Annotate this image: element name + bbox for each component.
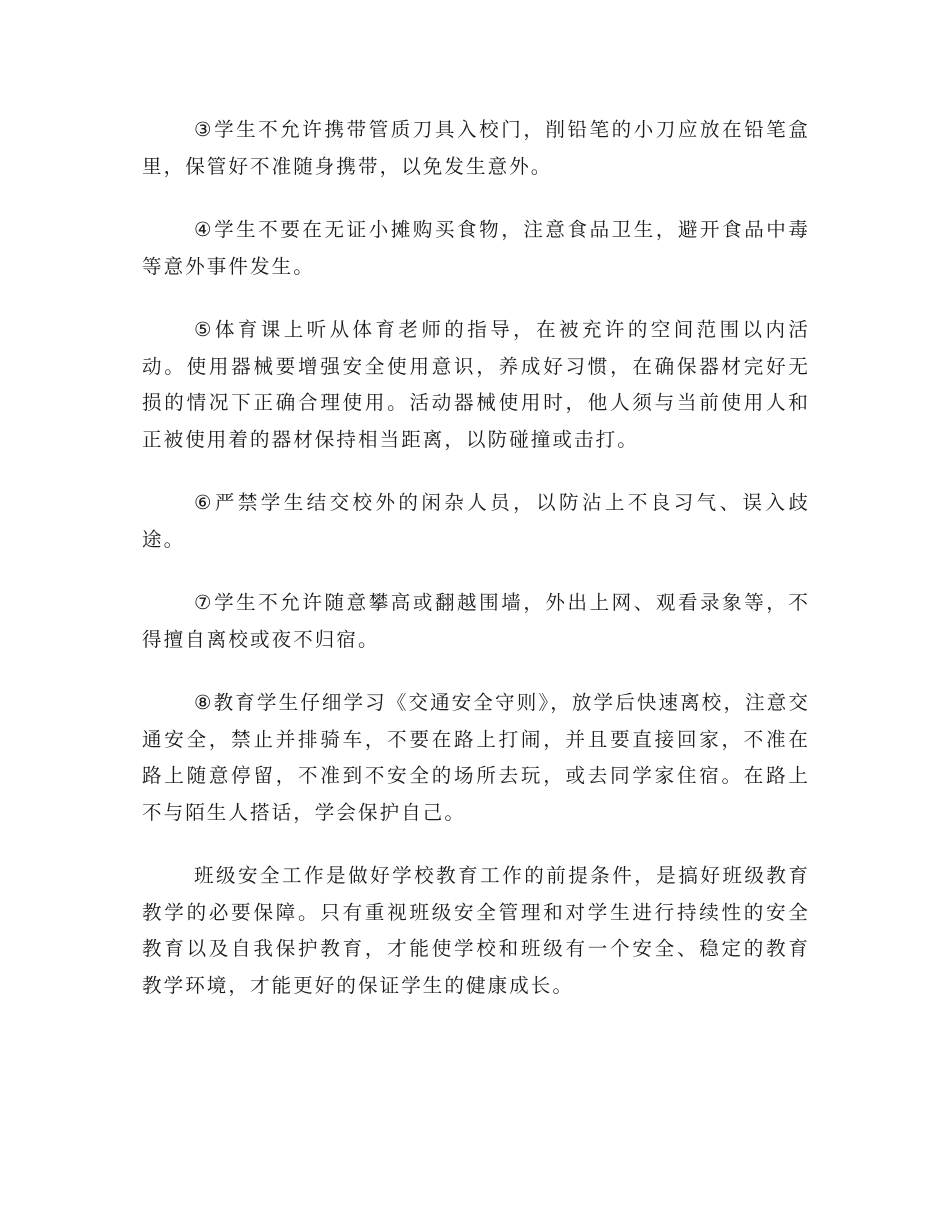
rule-3-paragraph: ③学生不允许携带管质刀具入校门，削铅笔的小刀应放在铅笔盒里，保管好不准随身携带，以免发生意外。 [142, 118, 810, 178]
document-body [142, 112, 810, 1031]
rule-5-paragraph: ⑤体育课上听从体育老师的指导，在被充许的空间范围以内活动。使用器械要增强安全使用意识，养成好习惯，在确保器材完好无损的情况下正确合理使用。活动器械使用时，他人须与当前使用人和正被使用着的器材保持相当距离，以防碰撞或击打。 [142, 318, 810, 451]
conclusion-paragraph: 班级安全工作是做好学校教育工作的前提条件，是搞好班级教育教学的必要保障。只有重视班级安全管理和对学生进行持续性的安全教育以及自我保护教育，才能使学校和班级有一个安全、稳定的教育教学环境，才能更好的保证学生的健康成长。 [142, 864, 810, 997]
rule-7-paragraph: ⑦学生不允许随意攀高或翻越围墙，外出上网、观看录象等，不得擅自离校或夜不归宿。 [142, 591, 810, 651]
rule-6-paragraph: ⑥严禁学生结交校外的闲杂人员，以防沾上不良习气、误入歧途。 [142, 491, 810, 551]
rule-4-paragraph: ④学生不要在无证小摊购买食物，注意食品卫生，避开食品中毒等意外事件发生。 [142, 218, 810, 278]
rule-8-paragraph: ⑧教育学生仔细学习《交通安全守则》，放学后快速离校，注意交通安全，禁止并排骑车，不要在路上打闹，并且要直接回家，不准在路上随意停留，不准到不安全的场所去玩，或去同学家住宿。在路上不与陌生人搭话，学会保护自己。 [142, 691, 810, 824]
